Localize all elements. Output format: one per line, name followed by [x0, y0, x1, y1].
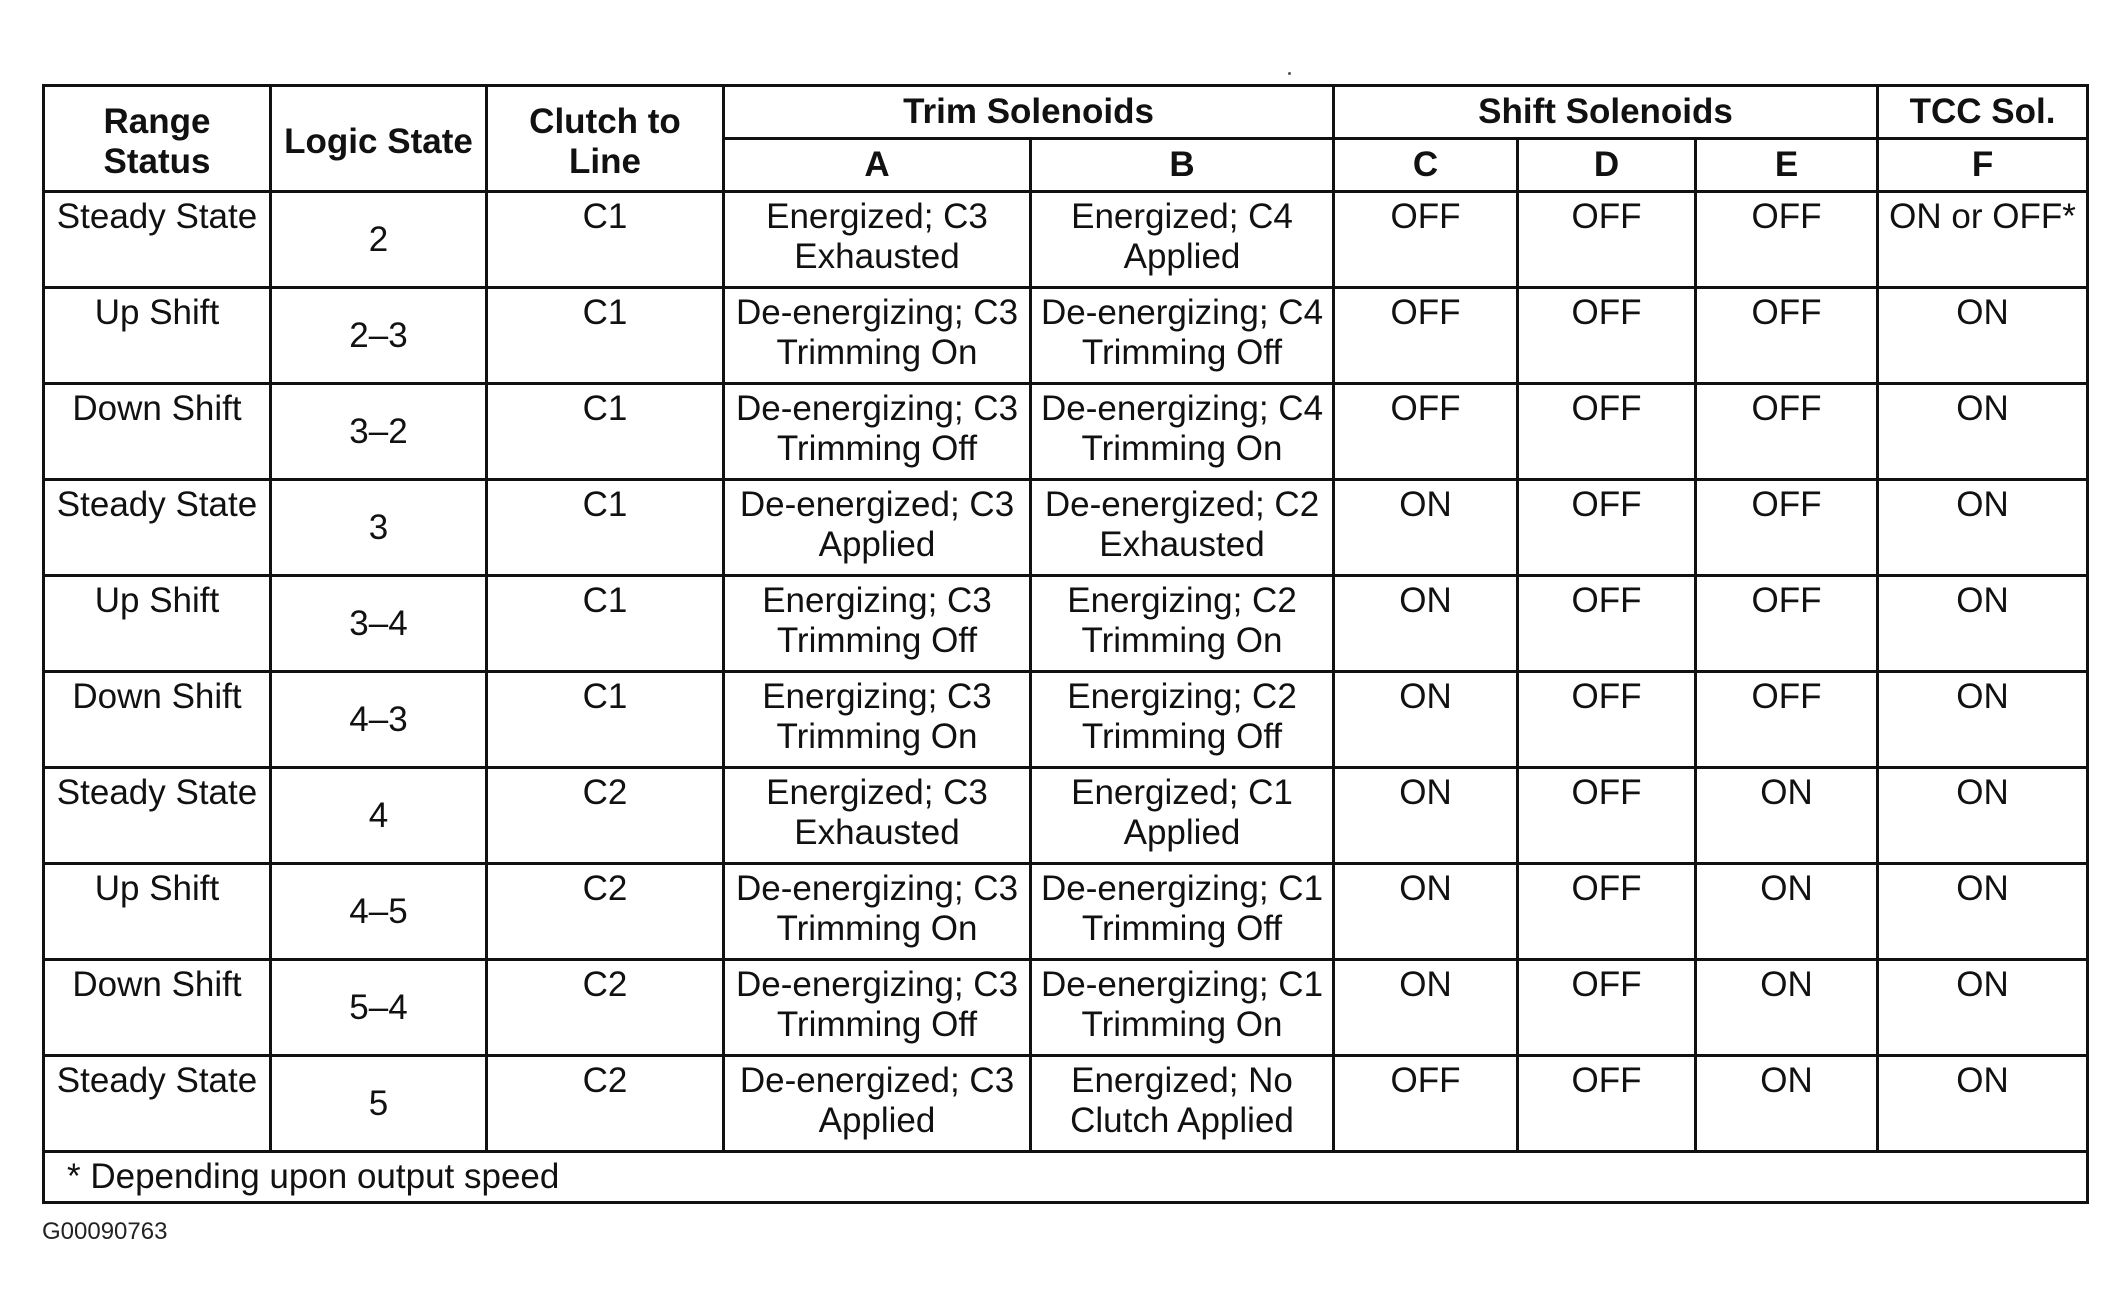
tcc-f-cell: ON	[1878, 960, 2088, 1056]
clutch-cell: C2	[487, 960, 724, 1056]
logic-state-cell: 4	[271, 768, 487, 864]
range-status-cell: Up Shift	[44, 864, 271, 960]
tcc-f-cell: ON or OFF*	[1878, 192, 2088, 288]
range-status-cell: Steady State	[44, 480, 271, 576]
trim-a-cell: De-energizing; C3 Trimming Off	[724, 960, 1031, 1056]
shift-d-cell: OFF	[1518, 480, 1696, 576]
trim-a-cell: De-energized; C3 Applied	[724, 1056, 1031, 1152]
trim-a-cell: Energized; C3 Exhausted	[724, 768, 1031, 864]
logic-state-cell: 2	[271, 192, 487, 288]
logic-state-cell: 3–2	[271, 384, 487, 480]
tcc-f-cell: ON	[1878, 1056, 2088, 1152]
range-status-cell: Down Shift	[44, 672, 271, 768]
shift-d-cell: OFF	[1518, 960, 1696, 1056]
shift-d-cell: OFF	[1518, 672, 1696, 768]
header-trim-solenoids: Trim Solenoids	[724, 86, 1334, 139]
clutch-cell: C2	[487, 1056, 724, 1152]
table-row	[44, 864, 2088, 960]
tcc-f-cell: ON	[1878, 576, 2088, 672]
header-logic-state: Logic State	[271, 86, 487, 192]
shift-c-cell: OFF	[1334, 384, 1518, 480]
trim-a-cell: De-energizing; C3 Trimming On	[724, 288, 1031, 384]
solenoid-table-container	[42, 84, 2086, 1204]
shift-e-cell: ON	[1696, 768, 1878, 864]
footnote: * Depending upon output speed	[44, 1152, 2088, 1203]
shift-c-cell: ON	[1334, 768, 1518, 864]
trim-a-cell: De-energizing; C3 Trimming On	[724, 864, 1031, 960]
table-row	[44, 480, 2088, 576]
range-status-cell: Down Shift	[44, 384, 271, 480]
tcc-f-cell: ON	[1878, 384, 2088, 480]
trim-a-cell: Energizing; C3 Trimming On	[724, 672, 1031, 768]
range-status-cell: Steady State	[44, 192, 271, 288]
clutch-cell: C1	[487, 384, 724, 480]
clutch-cell: C1	[487, 576, 724, 672]
trim-b-cell: De-energized; C2 Exhausted	[1031, 480, 1334, 576]
logic-state-cell: 3–4	[271, 576, 487, 672]
clutch-cell: C2	[487, 768, 724, 864]
tcc-f-cell: ON	[1878, 768, 2088, 864]
header-col-d: D	[1518, 139, 1696, 192]
trim-a-cell: De-energizing; C3 Trimming Off	[724, 384, 1031, 480]
shift-e-cell: ON	[1696, 1056, 1878, 1152]
trim-b-cell: Energized; C1 Applied	[1031, 768, 1334, 864]
trim-b-cell: De-energizing; C1 Trimming Off	[1031, 864, 1334, 960]
logic-state-cell: 5–4	[271, 960, 487, 1056]
table-row	[44, 1056, 2088, 1152]
shift-d-cell: OFF	[1518, 768, 1696, 864]
tcc-f-cell: ON	[1878, 672, 2088, 768]
header-tcc-sol: TCC Sol.	[1878, 86, 2088, 139]
footnote-row	[44, 1152, 2088, 1203]
trim-b-cell: Energized; No Clutch Applied	[1031, 1056, 1334, 1152]
shift-e-cell: ON	[1696, 960, 1878, 1056]
clutch-cell: C1	[487, 480, 724, 576]
shift-e-cell: OFF	[1696, 576, 1878, 672]
table-body	[44, 192, 2088, 1203]
clutch-cell: C1	[487, 672, 724, 768]
trim-a-cell: Energizing; C3 Trimming Off	[724, 576, 1031, 672]
clutch-cell: C1	[487, 288, 724, 384]
table-row	[44, 960, 2088, 1056]
header-col-f: F	[1878, 139, 2088, 192]
clutch-cell: C2	[487, 864, 724, 960]
shift-c-cell: OFF	[1334, 192, 1518, 288]
table-row	[44, 768, 2088, 864]
shift-d-cell: OFF	[1518, 192, 1696, 288]
shift-e-cell: OFF	[1696, 672, 1878, 768]
range-status-cell: Up Shift	[44, 288, 271, 384]
shift-c-cell: ON	[1334, 672, 1518, 768]
shift-d-cell: OFF	[1518, 864, 1696, 960]
table-row	[44, 192, 2088, 288]
logic-state-cell: 5	[271, 1056, 487, 1152]
range-status-cell: Steady State	[44, 1056, 271, 1152]
tcc-f-cell: ON	[1878, 288, 2088, 384]
shift-c-cell: ON	[1334, 480, 1518, 576]
trim-b-cell: Energizing; C2 Trimming On	[1031, 576, 1334, 672]
header-col-a: A	[724, 139, 1031, 192]
logic-state-cell: 3	[271, 480, 487, 576]
clutch-cell: C1	[487, 192, 724, 288]
header-range-status: Range Status	[44, 86, 271, 192]
table-row	[44, 672, 2088, 768]
trim-b-cell: Energizing; C2 Trimming Off	[1031, 672, 1334, 768]
shift-e-cell: OFF	[1696, 480, 1878, 576]
shift-c-cell: ON	[1334, 576, 1518, 672]
logic-state-cell: 2–3	[271, 288, 487, 384]
reference-code: G00090763	[42, 1218, 168, 1245]
logic-state-cell: 4–3	[271, 672, 487, 768]
trim-b-cell: Energized; C4 Applied	[1031, 192, 1334, 288]
solenoid-table	[42, 84, 2089, 1204]
stray-dot	[1288, 72, 1291, 75]
shift-c-cell: OFF	[1334, 1056, 1518, 1152]
table-row	[44, 384, 2088, 480]
tcc-f-cell: ON	[1878, 480, 2088, 576]
header-row-top	[44, 86, 2088, 139]
shift-c-cell: ON	[1334, 864, 1518, 960]
trim-a-cell: De-energized; C3 Applied	[724, 480, 1031, 576]
shift-e-cell: OFF	[1696, 192, 1878, 288]
shift-d-cell: OFF	[1518, 1056, 1696, 1152]
header-col-b: B	[1031, 139, 1334, 192]
shift-c-cell: ON	[1334, 960, 1518, 1056]
table-row	[44, 576, 2088, 672]
shift-d-cell: OFF	[1518, 576, 1696, 672]
logic-state-cell: 4–5	[271, 864, 487, 960]
header-clutch-to-line: Clutch to Line	[487, 86, 724, 192]
trim-b-cell: De-energizing; C4 Trimming On	[1031, 384, 1334, 480]
trim-a-cell: Energized; C3 Exhausted	[724, 192, 1031, 288]
header-col-c: C	[1334, 139, 1518, 192]
shift-c-cell: OFF	[1334, 288, 1518, 384]
trim-b-cell: De-energizing; C1 Trimming On	[1031, 960, 1334, 1056]
range-status-cell: Steady State	[44, 768, 271, 864]
header-shift-solenoids: Shift Solenoids	[1334, 86, 1878, 139]
trim-b-cell: De-energizing; C4 Trimming Off	[1031, 288, 1334, 384]
range-status-cell: Up Shift	[44, 576, 271, 672]
shift-d-cell: OFF	[1518, 288, 1696, 384]
range-status-cell: Down Shift	[44, 960, 271, 1056]
shift-e-cell: ON	[1696, 864, 1878, 960]
shift-e-cell: OFF	[1696, 288, 1878, 384]
shift-e-cell: OFF	[1696, 384, 1878, 480]
header-col-e: E	[1696, 139, 1878, 192]
table-row	[44, 288, 2088, 384]
shift-d-cell: OFF	[1518, 384, 1696, 480]
tcc-f-cell: ON	[1878, 864, 2088, 960]
